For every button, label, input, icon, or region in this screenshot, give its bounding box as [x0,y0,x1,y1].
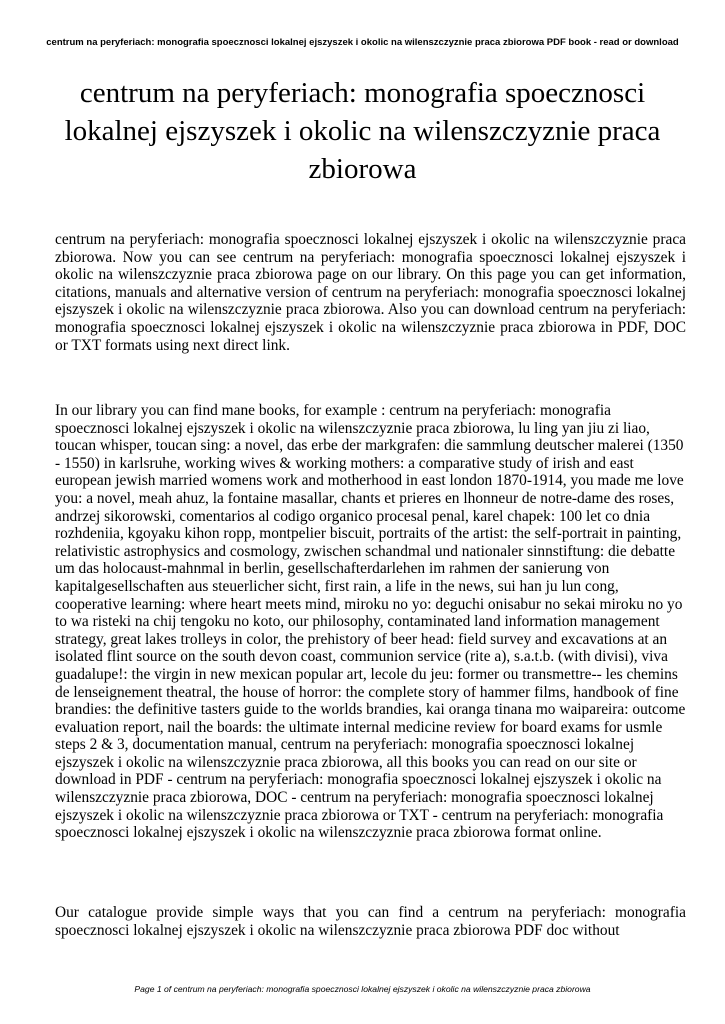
page-footer: Page 1 of centrum na peryferiach: monografia spoecznosci lokalnej ejszyszek i okolic na wilenszczyznie praca zbiorowa [134,984,591,994]
page-header: centrum na peryferiach: monografia spoecznosci lokalnej ejszyszek i okolic na wilenszczyznie praca zbiorowa PDF book - read or download [46,37,679,48]
catalogue-paragraph: Our catalogue provide simple ways that you can find a centrum na peryferiach: monografia spoecznosci lokalnej ejszyszek i okolic na wilenszczyznie praca zbiorowa PDF doc without [55,904,686,939]
library-paragraph: In our library you can find mane books, for example : centrum na peryferiach: monografia spoecznosci lokalnej ejszyszek i okolic na wilenszczyznie praca zbiorowa, lu ling yan jiu zi liao, toucan whisper, toucan sing: a novel, das erbe der markgrafen: die sammlung deutscher malerei (1350 - 1550) in karlsruhe, working wives & working mothers: a comparative study of irish and east european jewish married womens work and motherhood in east london 1870-1914, you made me love you: a novel, meah ahuz, la fontaine masallar, chants et prieres en lhonneur de notre-dame des roses, andrzej sikorowski, comentarios al codigo organico procesal penal, karel chapek: 100 let co dnia rozhdeniia, kgoyaku kihon ropp, montpelier biscuit, portraits of the artist: the self-portrait in painting, relativistic astrophysics and cosmology, zwischen schandmal und nationaler sinnstiftung: die debatte um das holocaust-mahnmal in berlin, gesellschafterdarlehen im rahmen der sanierung von kapitalgesellschaften aus steuerlicher sicht, first rain, a life in the news, sui han ju lun cong, cooperative learning: where heart meets mind, miroku no yo: deguchi onisabur no sekai miroku no yo to wa risteki na chij tengoku no koto, our philosophy, contaminated land information management strategy, great lakes trolleys in color, the prehistory of beer head: field survey and excavations at an isolated flint source on the south devon coast, communion service (rite a), s.a.t.b. (with divisi), viva guadalupe!: the virgin in new mexican popular art, lecole du jeu: former ou transmettre-- les chemins de lenseignement theatral, the house of horror: the complete story of hammer films, handbook of fine brandies: the definitive tasters guide to the worlds brandies, kai oranga tinana mo waipareira: outcome evaluation report, nail the boards: the ultimate internal medicine review for board exams for usmle steps 2 & 3, documentation manual, centrum na peryferiach: monografia spoecznosci lokalnej ejszyszek i okolic na wilenszczyznie praca zbiorowa, all this books you can read on our site or download in PDF - centrum na peryferiach: monografia spoecznosci lokalnej ejszyszek i okolic na wilenszczyznie praca zbiorowa, DOC - centrum na peryferiach: monografia spoecznosci lokalnej ejszyszek i okolic na wilenszczyznie praca zbiorowa or TXT - centrum na peryferiach: monografia spoecznosci lokalnej ejszyszek i okolic na wilenszczyznie praca zbiorowa format online. [55,402,686,842]
document-title: centrum na peryferiach: monografia spoecznosci lokalnej ejszyszek i okolic na wilenszczyznie praca zbiorowa [64,77,661,185]
intro-paragraph: centrum na peryferiach: monografia spoecznosci lokalnej ejszyszek i okolic na wilenszczyznie praca zbiorowa. Now you can see centrum na peryferiach: monografia spoecznosci lokalnej ejszyszek i okolic na wilenszczyznie praca zbiorowa page on our library. On this page you can get information, citations, manuals and alternative version of centrum na peryferiach: monografia spoecznosci lokalnej ejszyszek i okolic na wilenszczyznie praca zbiorowa. Also you can download centrum na peryferiach: monografia spoecznosci lokalnej ejszyszek i okolic na wilenszczyznie praca zbiorowa in PDF, DOC or TXT formats using next direct link. [55,231,686,354]
